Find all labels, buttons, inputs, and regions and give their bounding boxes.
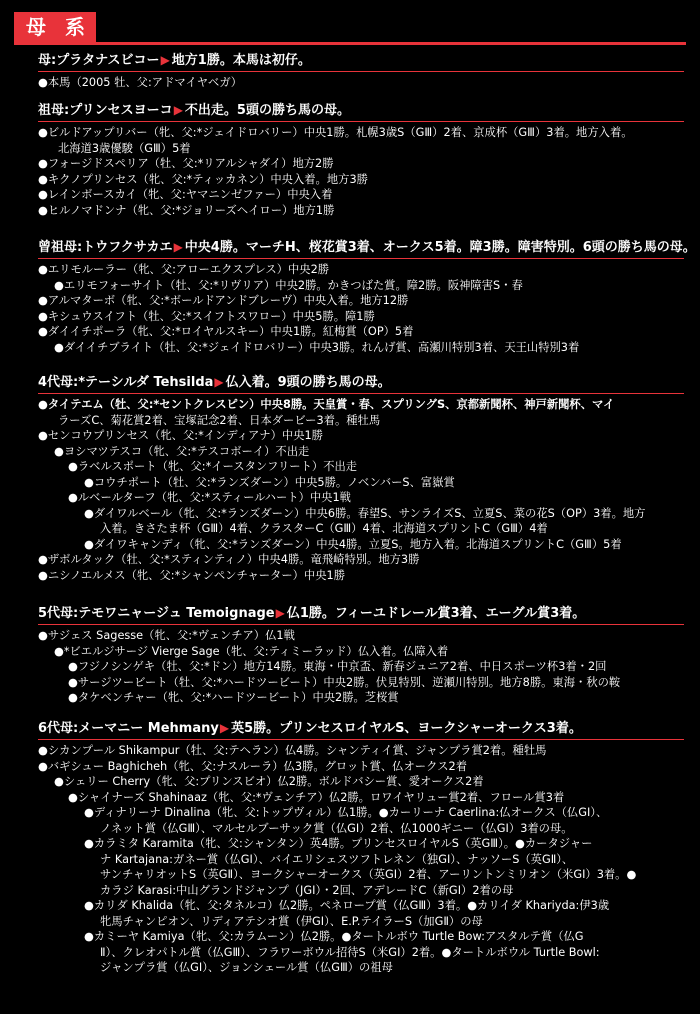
- ancestor-name: 6代母:メーマニー Mehmany: [38, 721, 219, 736]
- triangle-arrow-icon: ▶: [214, 375, 224, 389]
- offspring-line: ●エリモルーラー（牝、父:アローエクスプレス）中央2勝: [38, 263, 330, 276]
- offspring-line: ●サージツービート（牡、父:*ハードツービート）中央2勝。伏見特別、逆瀬川特別。地方8勝。東海・秋の鞍: [68, 675, 621, 689]
- offspring-line: ●カミーヤ Kamiya（牝、父:カラムーン）仏2勝。●タートルボウ Turtle Bow:アスタルテ賞（仏G: [84, 930, 584, 943]
- offspring-line: ●ラベルスポート（牝、父:*イースタンフリート）不出走: [68, 460, 358, 473]
- offspring-line: サンチャリオットS（英GⅡ）、ヨークシャーオークス（英GI）2着、アーリントンミリオン（米GI）3着。●: [100, 868, 637, 881]
- ancestor-record: 地方1勝。本馬は初仔。: [171, 53, 311, 68]
- offspring-line: ●コウチポート（牡、父:*ランズダーン）中央5勝。ノベンバーS、富嶽賞: [84, 475, 455, 489]
- offspring-line: ●ダイワルベール（牝、父:*ランズダーン）中央6勝。春望S、サンライズS、立夏S、菜の花S（OP）3着。地方: [84, 506, 646, 520]
- offspring-line: カラジ Karasi:中山グランドジャンプ（JGI）・2回、アデレードC（新GI）2着の母: [100, 883, 514, 897]
- offspring-list: [38, 259, 684, 355]
- offspring-line: ●キシュウスイフト（牡、父:*スイフトスワロー）中央5勝。障1勝: [38, 309, 375, 323]
- ancestor-name: 母:プラタナスビコー: [38, 53, 160, 68]
- triangle-arrow-icon: ▶: [160, 53, 170, 67]
- section-3: [38, 237, 696, 355]
- section-header: [38, 372, 684, 394]
- ancestor-record: 不出走。5頭の勝ち馬の母。: [184, 103, 350, 118]
- section-header: [38, 100, 684, 122]
- triangle-arrow-icon: ▶: [173, 103, 183, 117]
- offspring-line: ●フジノシンゲキ（牡、父:*ドン）地方14勝。東海・中京盃、新春ジュニア2着、中日スポーツ杯3着・2回: [68, 660, 607, 673]
- offspring-line: ●ニシノエルメス（牝、父:*シャンペンチャーター）中央1勝: [38, 568, 346, 582]
- offspring-line: ●タイテエム（牡、父:*セントクレスピン）中央8勝。天皇賞・春、スプリングS、京都新聞杯、神戸新聞杯、マイ: [38, 398, 615, 411]
- offspring-line: 牝馬チャンピオン、リディアテシオ賞（伊GI）、E.P.テイラーS（加GⅡ）の母: [100, 914, 483, 928]
- offspring-line: ●ダイワキャンディ（牝、父:*ランズダーン）中央4勝。立夏S。地方入着。北海道スプリントC（GⅢ）5着: [84, 537, 622, 551]
- ancestor-record: 仏1勝。フィーユドレール賞3着、エーグル賞3着。: [286, 606, 586, 621]
- ancestor-record: 仏入着。9頭の勝ち馬の母。: [225, 375, 391, 390]
- offspring-line: Ⅱ）、クレオパトル賞（仏GⅢ）、フラワーボウル招待S（米GI）2着。●タートルボウル Turtle Bowl:: [100, 945, 600, 959]
- offspring-list: [38, 72, 684, 91]
- offspring-line: ノネット賞（仏GⅢ）、マルセルブーサック賞（仏GI）2着、仏1000ギニー（仏GI）3着の母。: [100, 821, 573, 835]
- ancestor-record: 中央4勝。マーチH、桜花賞3着、オークス5着。障3勝。障害特別。6頭の勝ち馬の母。: [184, 240, 696, 255]
- offspring-line: ●カラミタ Karamita（牝、父:シャンタン）英4勝。プリンセスロイヤルS（英GⅢ）。●カータジャー: [84, 837, 593, 850]
- offspring-line: ●本馬（2005 牡、父:アドマイヤベガ）: [38, 76, 243, 89]
- offspring-line: ●バギシュー Baghicheh（牝、父:ナスルーラ）仏3勝。グロット賞、仏オークス2着: [38, 759, 468, 773]
- offspring-line: ●エリモフォーサイト（牡、父:*リヴリア）中央2勝。かきつばた賞。障2勝。阪神障害S・春: [54, 278, 523, 292]
- ancestor-name: 5代母:テモワニャージュ Temoignage: [38, 606, 275, 621]
- offspring-line: ●*ビエルジサージ Vierge Sage（牝、父:ティミーラッド）仏入着。仏障入着: [54, 644, 449, 658]
- section-header: [38, 718, 684, 740]
- offspring-line: ナ Kartajana:ガネー賞（仏GI）、バイエリシェスツフトレネン（独GI）、ナッソーS（英GⅡ）、: [100, 852, 574, 866]
- offspring-line: ●ビルドアップリバー（牝、父:*ジェイドロバリー）中央1勝。札幌3歳S（GⅢ）2着、京成杯（GⅢ）3着。地方入着。: [38, 126, 633, 139]
- title-rule: [14, 42, 686, 45]
- offspring-line: ●ヒルノマドンナ（牝、父:*ジョリーズヘイロー）地方1勝: [38, 203, 335, 217]
- section-header: [38, 603, 684, 625]
- offspring-line: ●ダイイチポーラ（牝、父:*ロイヤルスキー）中央1勝。紅梅賞（OP）5着: [38, 325, 414, 338]
- offspring-line: ●タケベンチャー（牝、父:*ハードツービート）中央2勝。芝桜賞: [68, 691, 399, 704]
- section-4: [38, 372, 684, 583]
- offspring-list: [38, 740, 684, 976]
- offspring-list: [38, 122, 684, 218]
- offspring-list: [38, 625, 684, 706]
- section-6: [38, 718, 684, 976]
- section-1: [38, 50, 684, 91]
- offspring-line: ●ヨシマツテスコ（牝、父:*テスコボーイ）不出走: [54, 444, 310, 458]
- offspring-line: ジャンプラ賞（仏GI）、ジョンシェール賞（仏GⅢ）の祖母: [100, 961, 393, 974]
- ancestor-record: 英5勝。プリンセスロイヤルS、ヨークシャーオークス3着。: [231, 721, 582, 736]
- offspring-line: ●フォージドスペリア（牡、父:*リアルシャダイ）地方2勝: [38, 157, 334, 170]
- section-header: [38, 237, 696, 259]
- ancestor-name: 曾祖母:トウフクサカエ: [38, 240, 173, 255]
- offspring-line: 北海道3歳優駿（GⅢ）5着: [58, 141, 191, 155]
- triangle-arrow-icon: ▶: [275, 606, 285, 620]
- offspring-line: ●ザボルタック（牡、父:*スティンティノ）中央4勝。竜飛崎特別。地方3勝: [38, 553, 420, 566]
- offspring-line: ●レインボースカイ（牝、父:ヤマニンゼファー）中央入着: [38, 188, 333, 201]
- offspring-line: ●キクノプリンセス（牝、父:*ティッカネン）中央入着。地方3勝: [38, 172, 368, 186]
- offspring-line: ●シャイナーズ Shahinaaz（牝、父:*ヴェンチア）仏2勝。ロワイヤリュー賞2着、フロール賞3着: [68, 790, 565, 804]
- ancestor-name: 4代母:*テーシルダ Tehsilda: [38, 375, 214, 390]
- offspring-line: ●ディナリーナ Dinalina（牝、父:トップヴィル）仏1勝。●カーリーナ Caerlina:仏オークス（仏GI）、: [84, 806, 608, 819]
- page-title: 母 系: [14, 12, 96, 42]
- section-header: [38, 50, 684, 72]
- triangle-arrow-icon: ▶: [219, 721, 230, 735]
- offspring-line: ●シカンプール Shikampur（牡、父:テヘラン）仏4勝。シャンティイ賞、ジャンプラ賞2着。種牡馬: [38, 744, 547, 757]
- offspring-line: ●サジェス Sagesse（牝、父:*ヴェンチア）仏1戦: [38, 629, 295, 642]
- offspring-line: ●アルマターボ（牝、父:*ボールドアンドブレーヴ）中央入着。地方12勝: [38, 294, 409, 307]
- offspring-list: [38, 394, 684, 583]
- offspring-line: ●カリダ Khalida（牝、父:タネルコ）仏2勝。ペネロープ賞（仏GⅢ）3着。●カリイダ Khariyda:伊3歳: [84, 899, 610, 912]
- offspring-line: ●シェリー Cherry（牝、父:プリンスビオ）仏2勝。ボルドバシー賞、愛オークス2着: [54, 775, 484, 788]
- offspring-line: ●ダイイチブライト（牡、父:*ジェイドロバリー）中央3勝。れんげ賞、高瀬川特別3着、天王山特別3着: [54, 340, 580, 354]
- offspring-line: ラーズC、菊花賞2着、宝塚記念2着、日本ダービー3着。種牡馬: [58, 413, 381, 427]
- triangle-arrow-icon: ▶: [173, 240, 183, 254]
- offspring-line: ●センコウプリンセス（牝、父:*インディアナ）中央1勝: [38, 429, 323, 442]
- offspring-line: ●ルベールターフ（牝、父:*スティールハート）中央1戦: [68, 491, 351, 504]
- ancestor-name: 祖母:プリンセスヨーコ: [38, 103, 173, 118]
- section-5: [38, 603, 684, 706]
- offspring-line: 入着。きさたま杯（GⅢ）4着、クラスターC（GⅢ）4着、北海道スプリントC（GⅢ）4着: [100, 522, 548, 535]
- section-2: [38, 100, 684, 218]
